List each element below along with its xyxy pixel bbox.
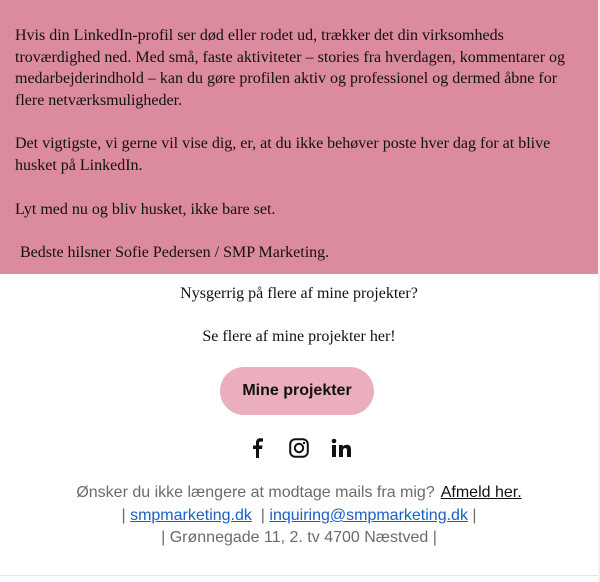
facebook-icon[interactable] bbox=[246, 437, 268, 459]
email-link[interactable]: inquiring@smpmarketing.dk bbox=[269, 507, 468, 524]
projects-question: Nysgerrig på flere af mine projekter? bbox=[180, 285, 418, 302]
unsubscribe-link[interactable]: Afmeld her. bbox=[440, 484, 522, 501]
contact-line bbox=[0, 507, 598, 525]
signature: Bedste hilsner Sofie Pedersen / SMP Marketing. bbox=[20, 244, 330, 261]
divider bbox=[0, 575, 598, 576]
separator: | bbox=[161, 529, 166, 546]
linkedin-icon[interactable] bbox=[330, 437, 352, 459]
address: Grønnegade 11, 2. tv 4700 Næstved bbox=[169, 529, 429, 546]
separator: | bbox=[121, 507, 126, 524]
projects-button[interactable]: Mine projekter bbox=[220, 367, 374, 415]
unsubscribe-text: Ønsker du ikke længere at modtage mails fra mig? bbox=[76, 484, 435, 501]
projects-prompt: Se flere af mine projekter her! bbox=[202, 328, 396, 345]
unsubscribe-line bbox=[0, 484, 598, 502]
website-link[interactable]: smpmarketing.dk bbox=[130, 507, 252, 524]
intro-section bbox=[0, 0, 598, 274]
separator: | bbox=[432, 529, 437, 546]
instagram-icon[interactable] bbox=[288, 437, 310, 459]
social-links bbox=[0, 437, 598, 459]
separator: | bbox=[260, 507, 265, 524]
intro-paragraph-3: Lyt med nu og bliv husket, ikke bare set. bbox=[15, 201, 276, 218]
intro-paragraph-2: Det vigtigste, vi gerne vil vise dig, er, at du ikke behøver poste hver dag for at blive husket på LinkedIn. bbox=[15, 135, 551, 174]
intro-paragraph-1: Hvis din LinkedIn-profil ser død eller rodet ud, trækker det din virksomheds troværdighed ned. Med små, faste aktiviteter – stories fra hverdagen, kommentarer og medarbejderindhold – kan du gøre profilen aktiv og professionel og dermed åbne for flere netværksmuligheder. bbox=[15, 27, 566, 109]
address-line bbox=[0, 529, 598, 547]
separator: | bbox=[472, 507, 477, 524]
